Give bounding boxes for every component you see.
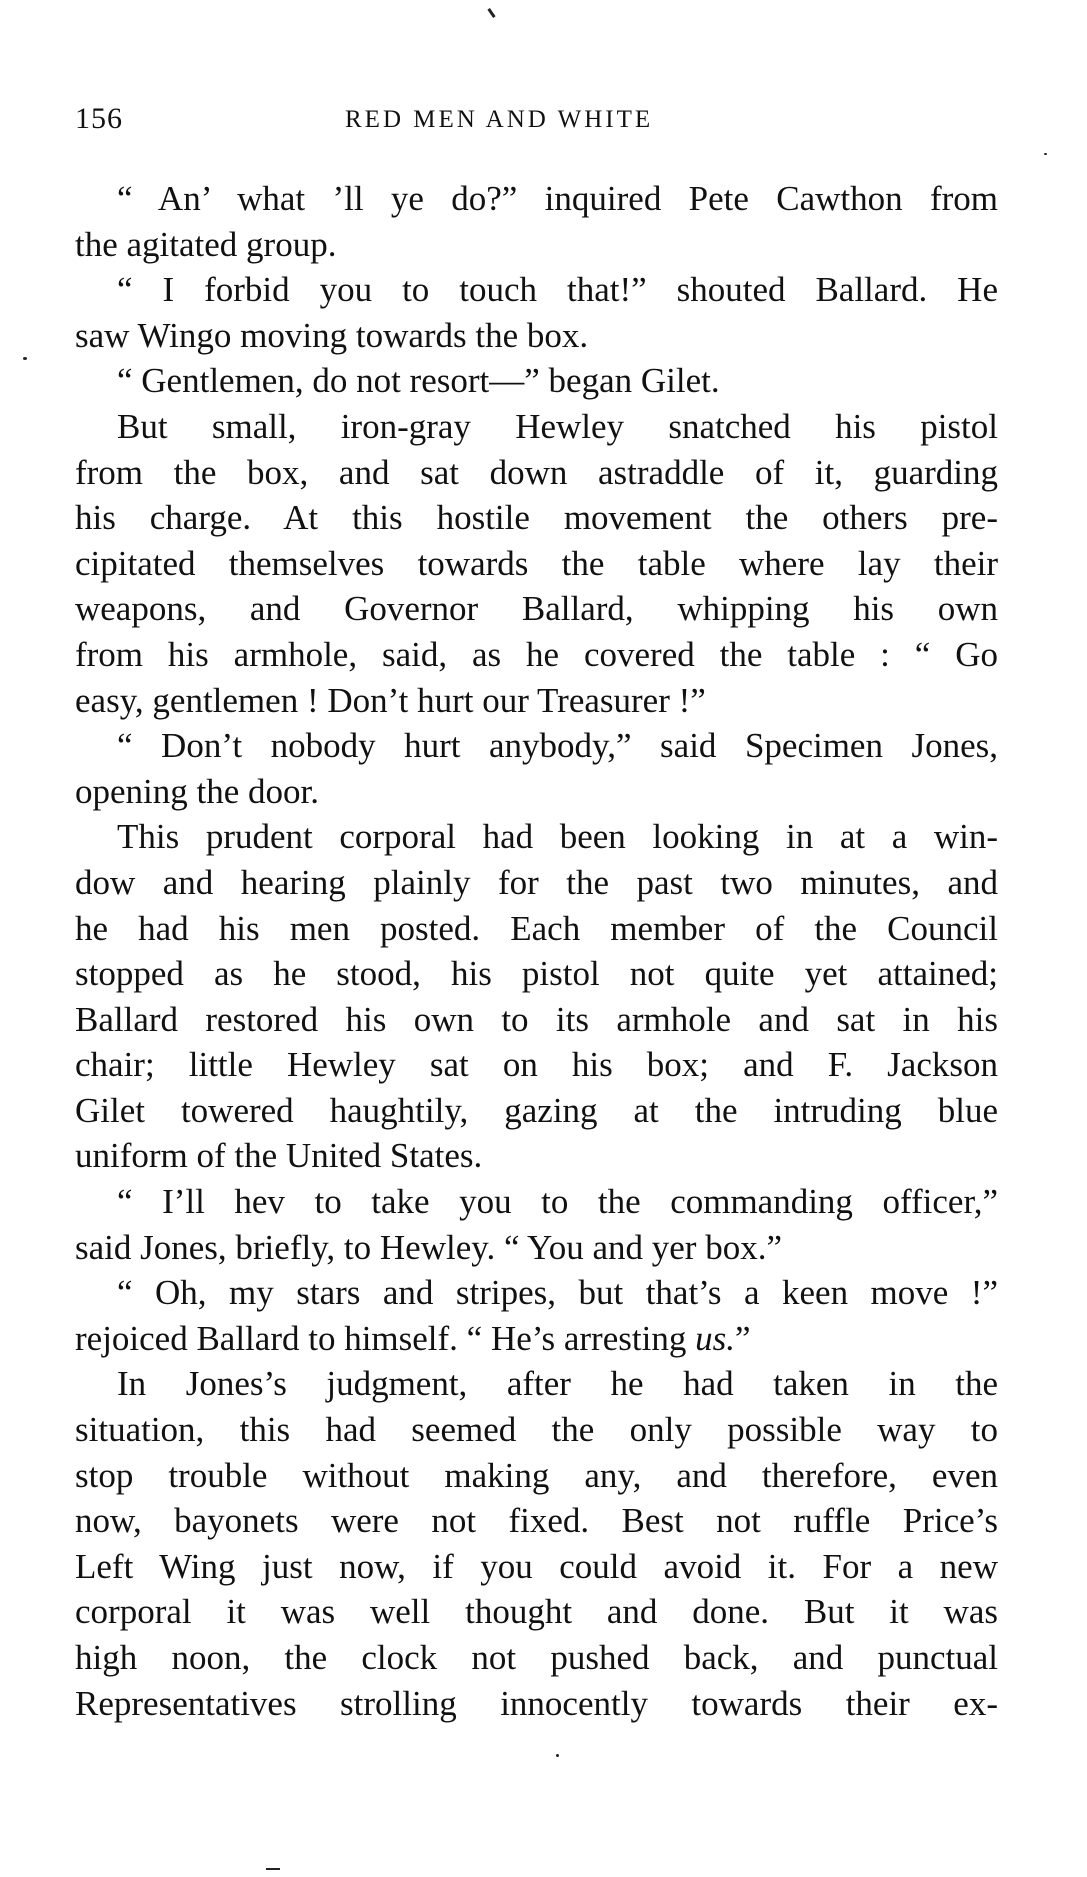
- closing-quote: ”: [734, 1318, 751, 1358]
- text-line: weapons, and Governor Ballard, whipping his own: [75, 589, 998, 629]
- ink-speck: [487, 8, 495, 18]
- ink-speck: [1044, 153, 1047, 155]
- text-line: “ I’ll hev to take you to the commanding officer,”: [117, 1182, 998, 1222]
- text-line: opening the door.: [75, 771, 319, 811]
- text-line: he had his men posted. Each member of the Council: [75, 908, 998, 948]
- text-line: “ An’ what ’ll ye do?” inquired Pete Cawthon from: [117, 179, 998, 218]
- page-number: 156: [75, 102, 123, 135]
- text-line: “ I forbid you to touch that!” shouted Ballard. He: [117, 270, 998, 310]
- text-line: corporal it was well thought and done. But it was: [75, 1592, 998, 1632]
- ink-speck: [556, 1754, 559, 1757]
- text-line: uniform of the United States.: [75, 1136, 483, 1176]
- text-line: Left Wing just now, if you could avoid it. For a new: [75, 1546, 998, 1586]
- text-line: “ Don’t nobody hurt anybody,” said Specimen Jones,: [117, 726, 998, 766]
- text-line: his charge. At this hostile movement the others pre-: [75, 498, 998, 538]
- text-line: This prudent corporal had been looking in at a win-: [117, 817, 998, 857]
- text-line: easy, gentlemen ! Don’t hurt our Treasurer !”: [75, 680, 706, 720]
- text-line: “ Gentlemen, do not resort—” began Gilet.: [117, 361, 720, 401]
- text-line: dow and hearing plainly for the past two minutes, and: [75, 862, 998, 902]
- text-line: “ Oh, my stars and stripes, but that’s a keen move !”: [117, 1273, 998, 1313]
- text-line: situation, this had seemed the only possible way to: [75, 1410, 998, 1450]
- ink-speck: [23, 357, 27, 360]
- ink-speck: [266, 1868, 280, 1870]
- text-line: stopped as he stood, his pistol not quite yet attained;: [75, 954, 998, 994]
- text-line: Representatives strolling innocently towards their ex-: [75, 1683, 998, 1723]
- text-line: saw Wingo moving towards the box.: [75, 315, 589, 355]
- page-header: [75, 102, 1005, 142]
- text-line: Ballard restored his own to its armhole and sat in his: [75, 999, 998, 1039]
- italic-word: us.: [695, 1318, 735, 1358]
- text-line: from the box, and sat down astraddle of it, guarding: [75, 452, 998, 492]
- text-line: stop trouble without making any, and therefore, even: [75, 1455, 998, 1495]
- text-line: In Jones’s judgment, after he had taken in the: [117, 1364, 998, 1404]
- text-line: [75, 1316, 998, 1362]
- text-line: said Jones, briefly, to Hewley. “ You and yer box.”: [75, 1227, 782, 1267]
- text-line: Gilet towered haughtily, gazing at the intruding blue: [75, 1090, 998, 1130]
- text-line: cipitated themselves towards the table where lay their: [75, 543, 998, 583]
- text-line: high noon, the clock not pushed back, and punctual: [75, 1638, 998, 1677]
- body-text: [75, 176, 998, 1726]
- text-line: But small, iron-gray Hewley snatched his pistol: [117, 406, 998, 446]
- text-line: the agitated group.: [75, 224, 337, 264]
- running-head: RED MEN AND WHITE: [345, 106, 654, 133]
- text-line-main: rejoiced Ballard to himself. “ He’s arresting: [75, 1318, 687, 1358]
- text-line: chair; little Hewley sat on his box; and F. Jackson: [75, 1045, 998, 1085]
- text-line: now, bayonets were not fixed. Best not ruffle Price’s: [75, 1501, 998, 1541]
- text-line: from his armhole, said, as he covered the table : “ Go: [75, 634, 998, 674]
